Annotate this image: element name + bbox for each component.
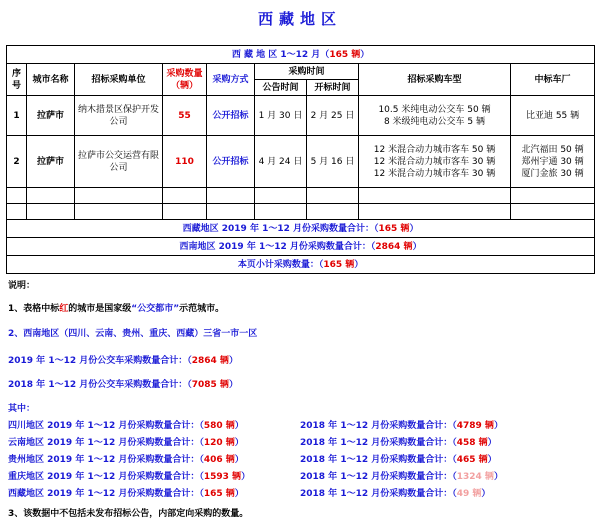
header-open: 开标时间 [307,80,359,96]
note-3: 3、该数据中不包括未发布招标公告，内部定向采购的数量。 [8,509,249,519]
header-unit: 招标采购单位 [75,64,163,96]
summary-tibet: 西藏地区 2019 年 1～12 月份采购数量合计：（165 辆） [7,220,595,238]
row-announce: 4 月 24 日 [255,136,307,188]
row-method: 公开招标 [207,136,255,188]
summary-row [7,238,595,256]
summary-southwest: 西南地区 2019 年 1～12 月份采购数量合计：（2864 辆） [7,238,595,256]
header-maker: 中标车厂 [511,64,595,96]
row-seq: 1 [7,96,27,136]
summary-row [7,256,595,274]
header-qty: 采购数量（辆） [163,64,207,96]
notes-label: 说明： [8,281,36,291]
table-band: 西 藏 地 区 1～12 月（165 辆） [7,46,595,64]
header-row [7,64,595,80]
region-2019-tibet: 西藏地区 2019 年 1～12 月份采购数量合计：（165 辆） [8,489,244,499]
table-band-row [7,46,595,64]
note-2018-total: 2018 年 1～12 月份公交车采购数量合计：（7085 辆） [8,380,238,390]
row-unit: 纳木措景区保护开发公司 [75,96,163,136]
header-method: 采购方式 [207,64,255,96]
row-qty: 55 [163,96,207,136]
row-maker [511,136,595,188]
header-seq: 序号 [7,64,27,96]
maker-line: 厦门金旅 30 辆 [521,168,584,179]
note-2: 2、西南地区（四川、云南、贵州、重庆、西藏）三省一市一区 [8,329,258,339]
header-time: 采购时间 [255,64,359,80]
note-among: 其中： [8,404,36,414]
model-line: 12 米混合动力城市客车 50 辆 [373,144,496,155]
empty-row [7,188,595,204]
row-open: 2 月 25 日 [307,96,359,136]
header-city: 城市名称 [27,64,75,96]
page-title: 西藏地区 [257,10,342,28]
region-2019-chongqing: 重庆地区 2019 年 1～12 月份采购数量合计：（1593 辆） [8,472,251,482]
region-2018-guizhou: 2018 年 1～12 月份采购数量合计：（465 辆） [300,455,497,465]
region-2019-sichuan: 四川地区 2019 年 1～12 月份采购数量合计：（580 辆） [8,421,244,431]
row-qty: 110 [163,136,207,188]
summary-row [7,220,595,238]
maker-line: 郑州宇通 30 辆 [521,156,584,167]
region-2019-yunnan: 云南地区 2019 年 1～12 月份采购数量合计：（120 辆） [8,438,244,448]
table-row [7,96,595,136]
row-method: 公开招标 [207,96,255,136]
region-2019-guizhou: 贵州地区 2019 年 1～12 月份采购数量合计：（406 辆） [8,455,244,465]
table-row [7,136,595,188]
region-2018-yunnan: 2018 年 1～12 月份采购数量合计：（458 辆） [300,438,497,448]
row-city: 拉萨市 [27,96,75,136]
summary-page-subtotal: 本页小计采购数量：（165 辆） [7,256,595,274]
model-line: 8 米级纯电动公交车 5 辆 [383,116,486,127]
row-open: 5 月 16 日 [307,136,359,188]
maker-line: 比亚迪 55 辆 [525,110,580,121]
model-line: 10.5 米纯电动公交车 50 辆 [378,104,491,115]
note-1: 1、表格中标红的城市是国家级“公交都市”示范城市。 [8,304,225,314]
row-models [359,96,511,136]
row-city: 拉萨市 [27,136,75,188]
row-unit: 拉萨市公交运营有限公司 [75,136,163,188]
empty-row [7,204,595,220]
row-maker [511,96,595,136]
row-models [359,136,511,188]
row-announce: 1 月 30 日 [255,96,307,136]
region-2018-tibet: 2018 年 1～12 月份采购数量合计：（49 辆） [300,489,491,499]
procurement-table [6,45,595,274]
header-models: 招标采购车型 [359,64,511,96]
model-line: 12 米混合动力城市客车 30 辆 [373,168,496,179]
maker-line: 北汽福田 50 辆 [521,144,584,155]
header-announce: 公告时间 [255,80,307,96]
region-2018-sichuan: 2018 年 1～12 月份采购数量合计：（4789 辆） [300,421,503,431]
note-2019-total: 2019 年 1～12 月份公交车采购数量合计：（2864 辆） [8,356,238,366]
region-2018-chongqing: 2018 年 1～12 月份采购数量合计：（1324 辆） [300,472,503,482]
model-line: 12 米混合动力城市客车 30 辆 [373,156,496,167]
row-seq: 2 [7,136,27,188]
